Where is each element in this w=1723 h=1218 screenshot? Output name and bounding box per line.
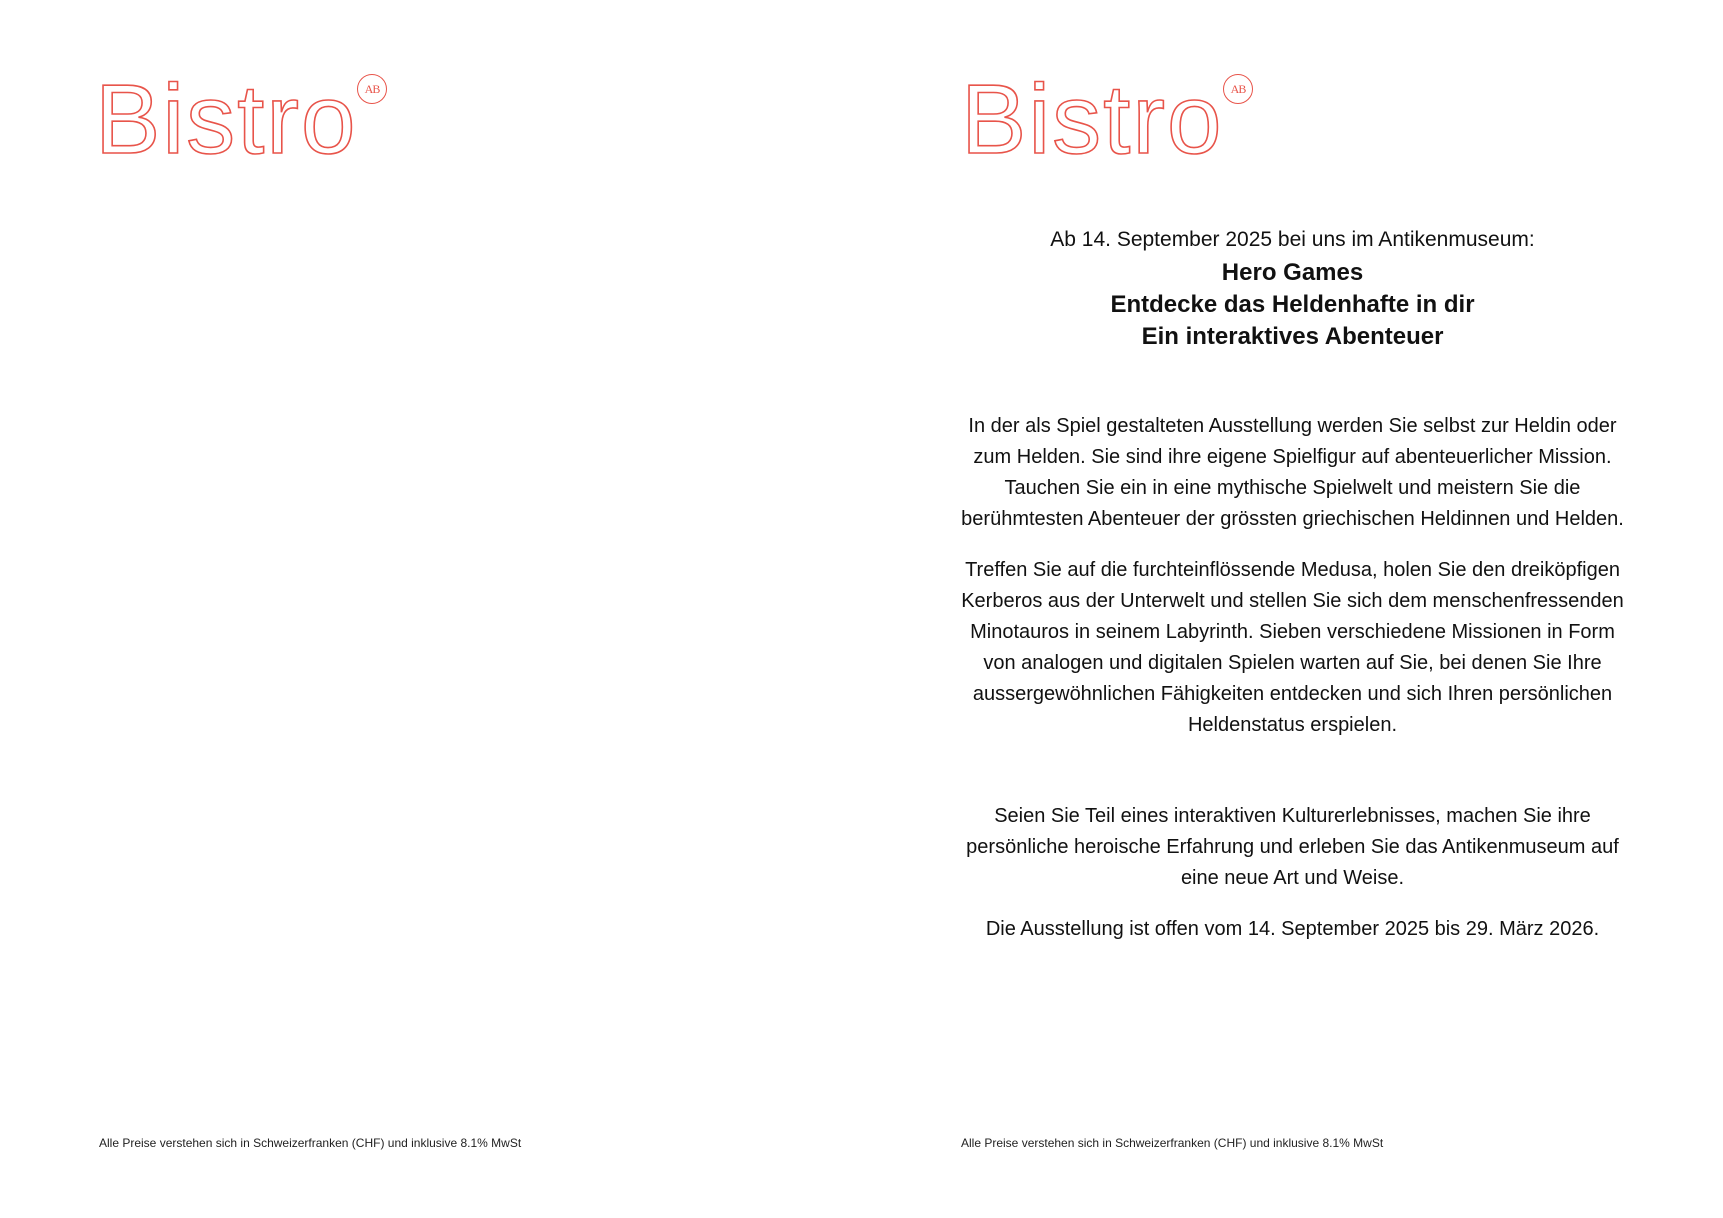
- body-text: [862, 411, 1723, 945]
- paragraph-intro: In der als Spiel gestalteten Ausstellung werden Sie selbst zur Heldin oder zum Helden. Sie sind ihre eigene Spielfigur auf abenteuerlicher Mission. Tauchen Sie ein in eine mythische Spielwelt und meistern Sie die berühmtesten Abenteuer der grössten griechischen Heldinnen und Helden.: [961, 415, 1624, 530]
- intro-line: Ab 14. September 2025 bei uns im Antikenmuseum:: [1050, 228, 1535, 251]
- exhibition-announcement: [862, 226, 1723, 965]
- exhibition-title: Hero Games: [1221, 259, 1364, 286]
- museum-seal-icon: AB: [357, 74, 387, 104]
- bistro-logo: [961, 64, 1301, 180]
- logo-wordmark: Bistro: [95, 64, 358, 174]
- paragraph-dates: Die Ausstellung ist offen vom 14. September 2025 bis 29. März 2026.: [985, 918, 1600, 940]
- museum-seal-icon: AB: [1223, 74, 1253, 104]
- paragraph-experience: Seien Sie Teil eines interaktiven Kulturerlebnisses, machen Sie ihre persönliche heroische Erfahrung und erleben Sie das Antikenmuseum auf eine neue Art und Weise.: [966, 805, 1619, 889]
- price-footnote: Alle Preise verstehen sich in Schweizerfranken (CHF) und inklusive 8.1% MwSt: [99, 1136, 522, 1150]
- logo-wordmark: Bistro: [961, 64, 1224, 174]
- left-page: [0, 0, 861, 1218]
- right-page: [862, 0, 1723, 1218]
- exhibition-subtitle: Entdecke das Heldenhafte in dir: [1110, 291, 1475, 318]
- price-footnote: Alle Preise verstehen sich in Schweizerfranken (CHF) und inklusive 8.1% MwSt: [961, 1136, 1384, 1150]
- paragraph-missions: Treffen Sie auf die furchteinflössende Medusa, holen Sie den dreiköpfigen Kerberos aus der Unterwelt und stellen Sie sich dem menschenfressenden Minotauros in seinem Labyrinth. Sieben verschiedene Missionen in Form von analogen und digitalen Spielen warten auf Sie, bei denen Sie Ihre aussergewöhnlichen Fähigkeiten entdecken und sich Ihren persönlichen Heldenstatus erspielen.: [961, 559, 1624, 736]
- bistro-logo: [95, 64, 435, 180]
- exhibition-tagline: Ein interaktives Abenteuer: [1141, 323, 1444, 350]
